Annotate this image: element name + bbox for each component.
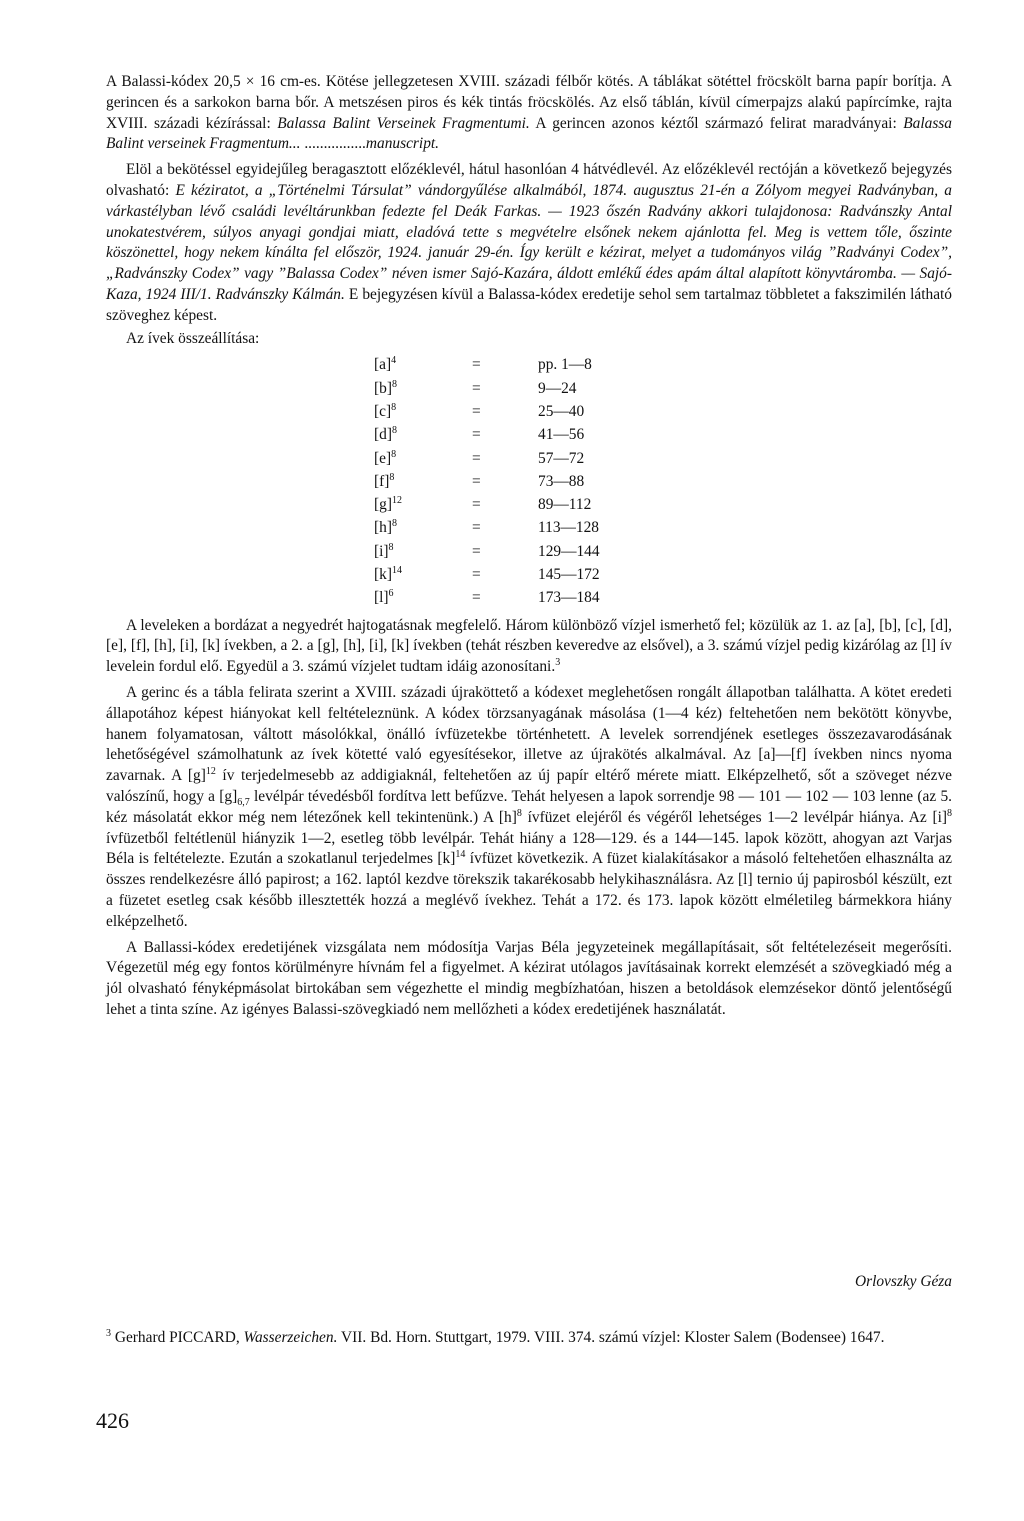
quire-pages: 89—112	[538, 496, 592, 514]
quire-signature: $[b]^8$	[374, 378, 397, 397]
paragraph-p1: A Balassi-kódex 20,5 × 16 cm-es. Kötése jellegzetesen XVIII. századi félbőr kötés. A táblákat sötéttel fröcskölt barna papír borítja. A gerincen és a sarkokon barna bőr. A metszésen piros és kék tintás fröcskölés. Az első táblán, kívül címerpajzs alakú papírcímke, rajta XVIII. századi kézírással: Balassa Balint Verseinek Fragmentumi. A gerincen azonos kéztől származó felirat maradványai: Balassa Balint verseinek Fragmentum... ................manuscript.	[106, 73, 952, 153]
quire-signature: $[c]^8$	[374, 401, 397, 420]
quire-row	[374, 470, 678, 493]
quire-pages: 113—128	[538, 519, 599, 537]
author-signature: Orlovszky Géza	[854, 1273, 952, 1290]
quire-pages: 41—56	[538, 426, 585, 444]
quire-row	[374, 447, 678, 470]
quire-equals: =	[472, 566, 481, 584]
quire-row	[374, 516, 678, 539]
quire-row	[374, 377, 678, 400]
quire-equals: =	[472, 496, 481, 514]
quire-row	[374, 493, 678, 516]
quire-pages: 25—40	[538, 402, 585, 420]
footnote	[106, 1328, 952, 1349]
paragraph-p4: A gerinc és a tábla felirata szerint a XVIII. századi újraköttető a kódexet meglehetősen rongált állapotban találhatta. A kötet eredeti állapotához képest hiányokat kell feltételeznünk. A kódex törzsanyagának másolása (1—4 kéz) feltehetően nem bekötött könyvbe, hanem folyamatosan, váltott másolókkal, önálló ívfüzetekbe történhetett. A levelek sorrendjének esetleges összezavarodásának lehetőségével számolhatunk az ívek kötetté való egyesítésekor, illetve az újrakötés alkalmával. Az [a]—[f] ívekben nincs nyoma zavarnak. A $[g]^{12}$ ív terjedelmesebb az addigiaknál, feltehetően az új papír eltérő mérete miatt. Elképzelhető, sőt a szöveget nézve valószínű, hogy a $[g]_{6,7}$ levélpár tévedésből fordítva lett befűzve. Tehát helyesen a lapok sorrendje 98 — 101 — 102 — 103 lenne (az 5. kéz másolatát ekkor még nem létezőnek kell tekintenünk.) A $[h]^8$ ívfüzet elejéről és végéről lehetséges 1—2 levélpár hiánya. Az $[i]^8$ ívfüzetből feltétlenül hiányzik 1—2, esetleg több levélpár. Tehát hiány a 128—129. és a 144—145. lapok között, ahogyan azt Varjas Béla is feltételezte. Ezután a szokatlanul terjedelmes $[k]^{14}$ ívfüzet következik. A füzet kialakításakor a másoló feltehetően elhasználta az összes rendelkezésre álló papirost; a 162. laptól kezdve törekszik takarékosabb helykihasználásra. Az [l] ternio új papirosból készült, ezt a füzetet esetleg csak később illesztették hozzá a meglévő ívekhez. Tehát a 172. és 173. lapok között elméletileg bármekkora hiány elképzelhető.	[106, 684, 953, 930]
quire-signature: $[k]^{14}$	[374, 564, 402, 584]
paragraph-p3: A leveleken a bordázat a negyedrét hajtogatásnak megfelelő. Három különböző vízjel ismerhető fel; közülük az 1. az [a], [b], [c], [d], [e], [f], [h], [i], [k] ívekben, a 2. a [g], [h], [i], [k] ívekben (tehát részben keveredve az elsővel), a 3. számú vízjel pedig kizárólag az [l] ív levelein fordul elő. Egyedül a 3. számú vízjelet tudtam idáig azonosítani.$^3$	[106, 616, 952, 676]
quire-equals: =	[472, 402, 481, 420]
page-number: 426	[96, 1408, 129, 1433]
quire-heading: Az ívek összeállítása:	[126, 329, 260, 347]
footnote-mark: 3	[106, 1327, 111, 1339]
quire-pages: 73—88	[538, 472, 585, 490]
quire-equals: =	[472, 379, 481, 397]
quire-signature: $[a]^4$	[374, 355, 397, 374]
quire-equals: =	[472, 472, 481, 490]
quire-pages: 145—172	[538, 566, 600, 584]
quire-equals: =	[472, 542, 481, 560]
quire-pages: 173—184	[538, 589, 600, 607]
quire-row	[374, 540, 678, 563]
footnote-text: Gerhard PICCARD, Wasserzeichen. VII. Bd. Horn. Stuttgart, 1979. VIII. 374. számú vízjel: Kloster Salem (Bodensee) 1647.	[111, 1329, 885, 1346]
body-text	[106, 72, 952, 1021]
paragraph-p2: Elöl a bekötéssel egyidejűleg beragasztott előzéklevél, hátul hasonlóan 4 hátvédlevél. Az előzéklevél rectóján a következő bejegyzés olvasható: E kéziratot, a „Történelmi Társulat” vándorgyűlése alkalmából, 1874. augusztus 21-én a Zólyom megyei Radványban, a várkastélyban lévő családi levéltárunkban fedezte fel Deák Farkas. — 1923 őszén Radvány akkori tulajdonosa: Radvánszky Antal unokatestvérem, súlyos anyagi gondjai miatt, eladóvá tette s megvételre elsőnek nekem ajánlotta fel. Meg is vettem tőle, őszinte köszönettel, hogy nekem kínálta fel először, 1924. január 29-én. Így került e kézirat, melyet a tudományos világ ”Radványi Codex”, „Radvánszky Codex” vagy ”Balassa Codex” néven ismer Sajó-Kazára, áldott emlékű édes apám által alapított könyvtáromba. — Sajó-Kaza, 1924 III/1. Radvánszky Kálmán. E bejegyzésen kívül a Balassa-kódex eredetije sehol sem tartalmaz többletet a fakszimilén látható szöveghez képest.	[106, 161, 953, 324]
quire-pages: pp. 1—8	[538, 356, 592, 374]
paragraphs-before-table	[106, 72, 952, 327]
quire-pages: 129—144	[538, 542, 600, 560]
quire-signature: $[g]^{12}$	[374, 495, 402, 514]
quire-pages: 9—24	[538, 379, 577, 397]
quire-signature: $[i]^8$	[374, 541, 394, 560]
quire-equals: =	[472, 449, 481, 467]
paragraph-p5: A Ballassi-kódex eredetijének vizsgálata nem módosítja Varjas Béla jegyzeteinek megállapításait, sőt feltételezéseit megerősíti. Végezetül még egy fontos körülményre hívnám fel a figyelmet. A kézirat utólagos javításainak korrekt elemzését a szövegkiadó még a jól olvasható fényképmásolat birtokában sem végezhette el mindig megbízhatóan, hiszen a betoldások elemzésekor döntő jelentőségű lehet a tinta színe. Az igényes Balassi-szövegkiadó nem mellőzheti a kódex eredetijének használatát.	[106, 938, 952, 1018]
quire-equals: =	[472, 519, 481, 537]
quire-signature: $[d]^8$	[374, 425, 397, 444]
quire-row	[374, 586, 678, 609]
quire-signature: $[l]^6$	[374, 588, 394, 607]
quire-equals: =	[472, 426, 481, 444]
quire-pages: 57—72	[538, 449, 585, 467]
quire-signature: $[f]^8$	[374, 471, 395, 490]
quire-equals: =	[472, 356, 481, 374]
quire-row	[374, 563, 678, 586]
quire-row	[374, 400, 678, 423]
paragraphs-after-table	[106, 616, 952, 1021]
quire-collation-table	[374, 353, 678, 609]
quire-row	[374, 353, 678, 376]
quire-row	[374, 423, 678, 446]
quire-signature: $[e]^8$	[374, 448, 397, 467]
quire-equals: =	[472, 589, 481, 607]
quire-signature: $[h]^8$	[374, 518, 397, 537]
